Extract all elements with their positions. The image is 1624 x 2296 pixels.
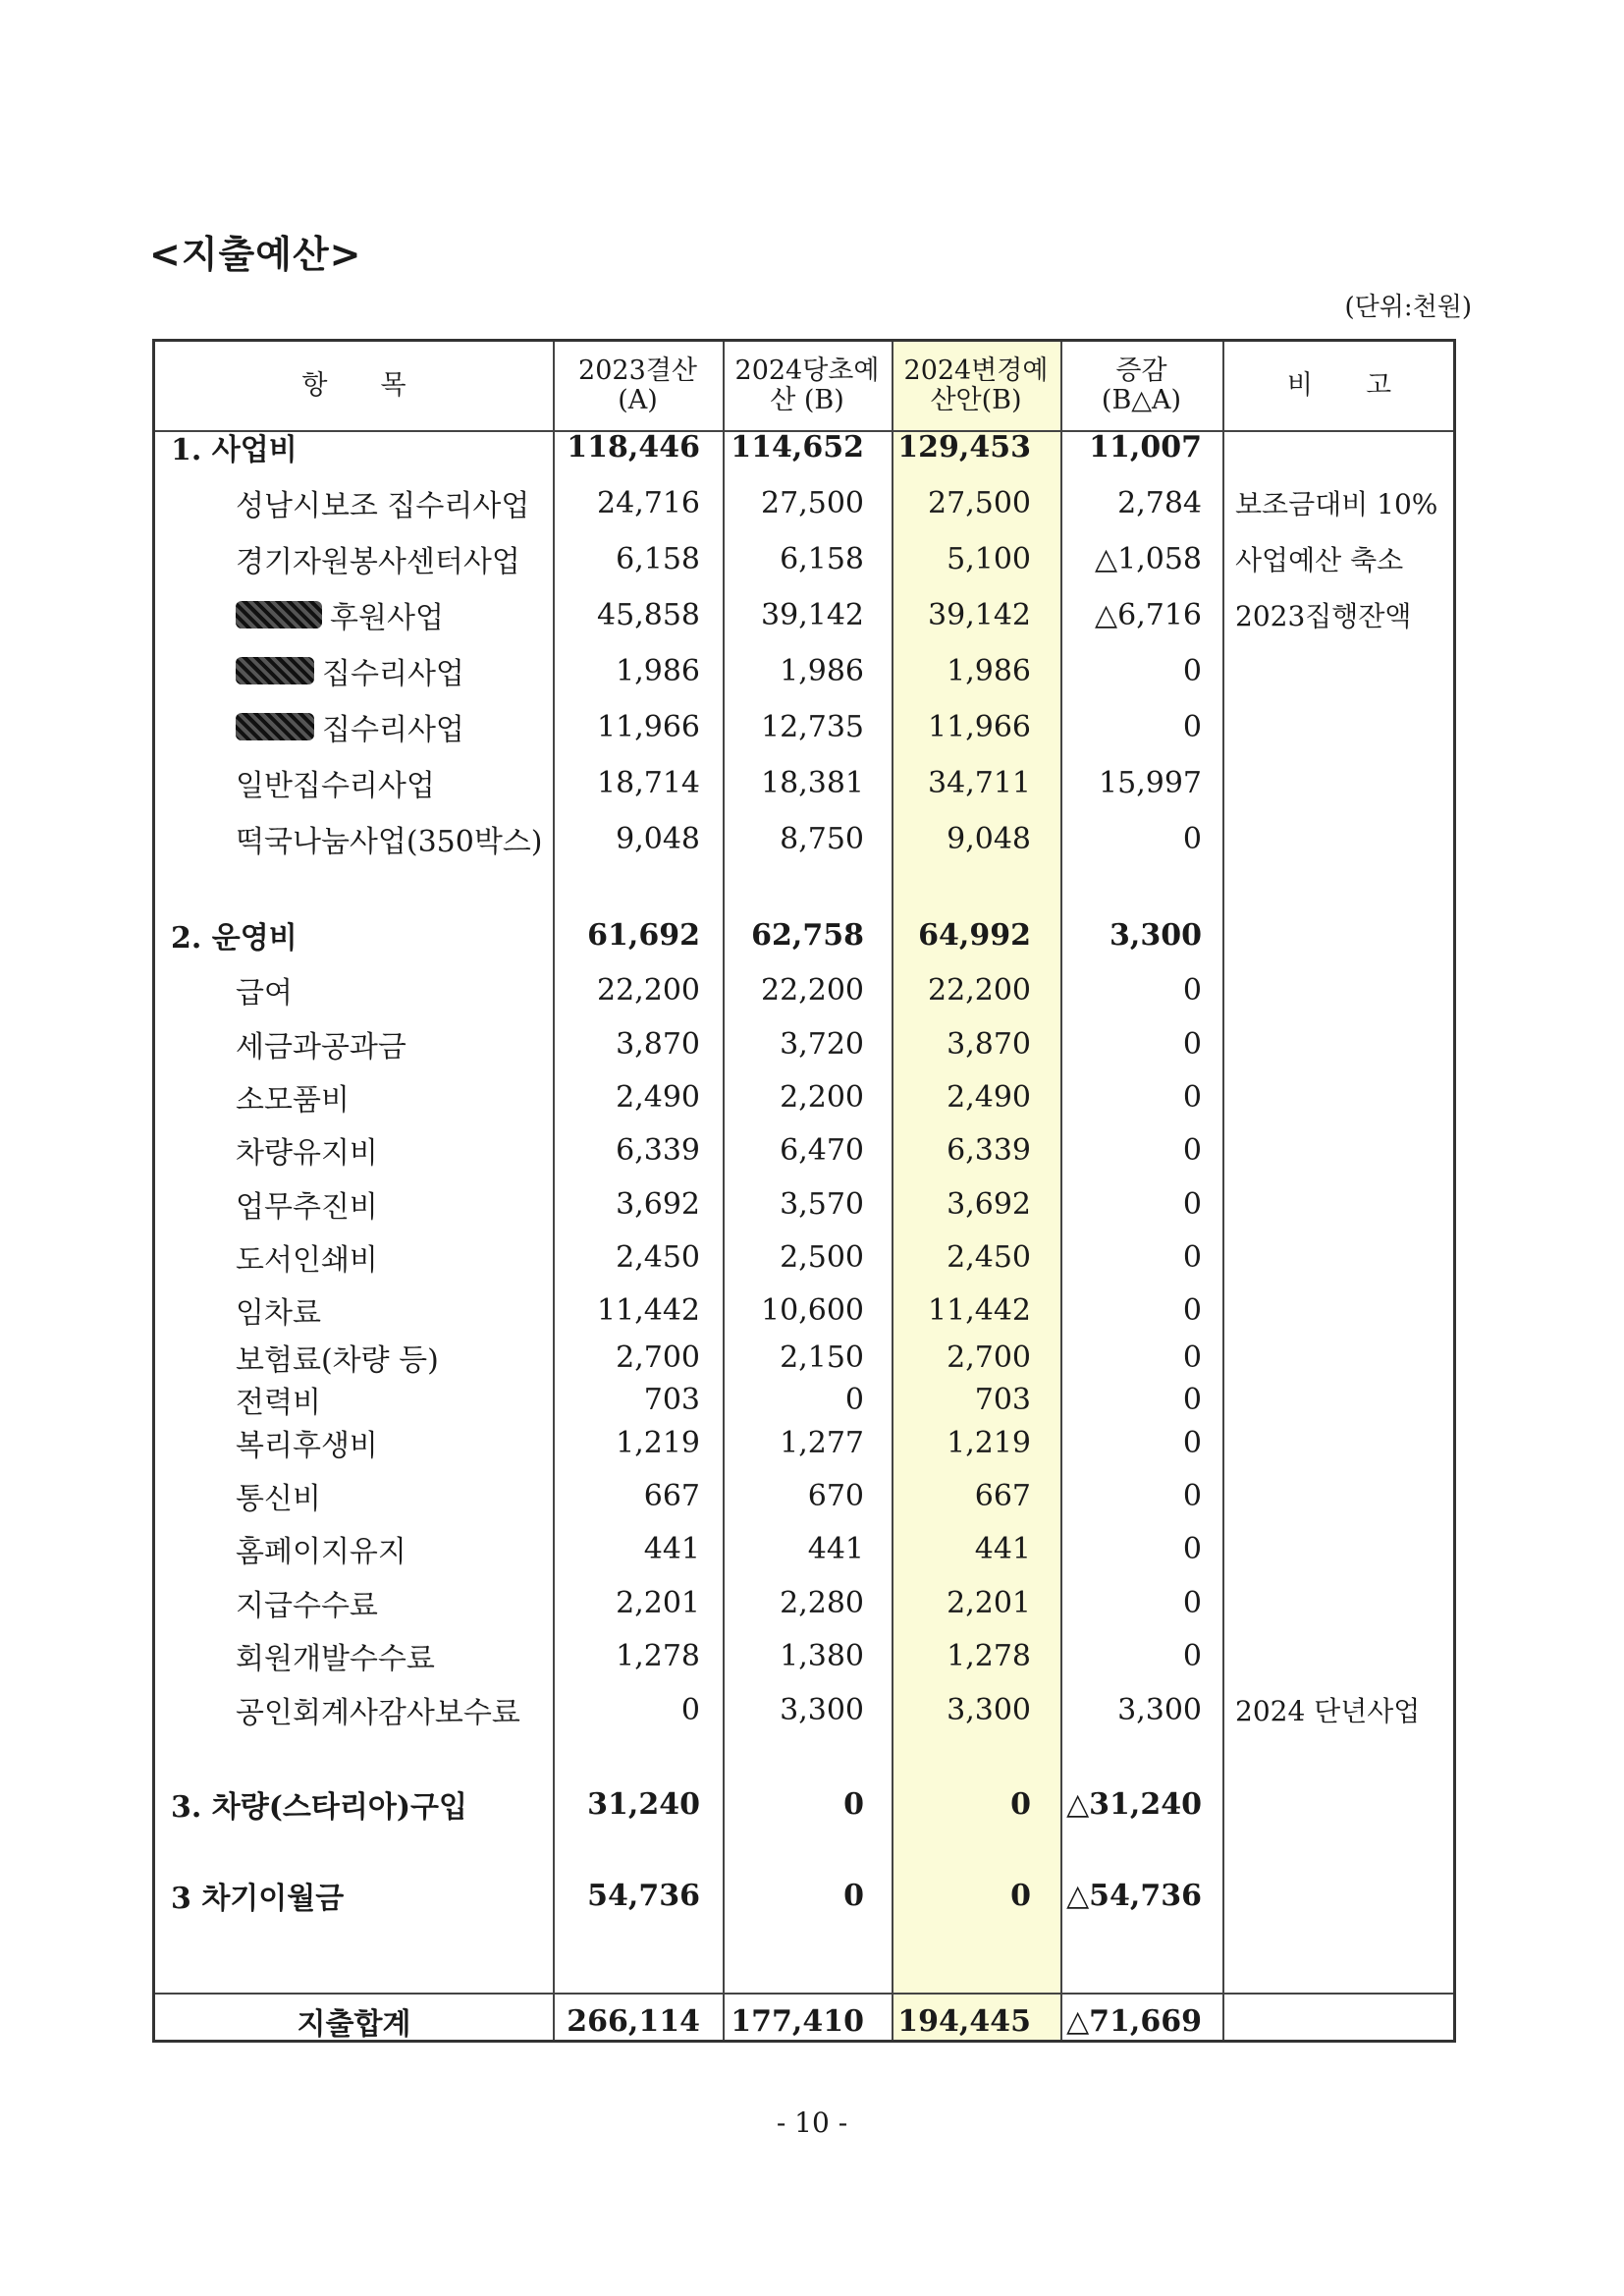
row-value-d: 0 bbox=[1182, 1339, 1202, 1375]
table-row bbox=[155, 1331, 1453, 1378]
row-value-e bbox=[1235, 420, 1451, 473]
row-value-d: 11,007 bbox=[1089, 429, 1202, 465]
table-row bbox=[155, 1123, 1453, 1176]
table-row bbox=[155, 1576, 1453, 1629]
header-remarks bbox=[1222, 342, 1456, 430]
row-value-b: 1,277 bbox=[780, 1425, 864, 1460]
row-value-d: 0 bbox=[1182, 1638, 1202, 1673]
row-value-d: 3,300 bbox=[1110, 917, 1202, 953]
row-value-a: 441 bbox=[643, 1531, 700, 1566]
row-value-c: 129,453 bbox=[897, 429, 1031, 465]
row-item-label: 세금과공과금 bbox=[236, 1030, 406, 1065]
header-remarks-label: 비 고 bbox=[1286, 370, 1392, 401]
header-2024-revised bbox=[892, 342, 1060, 430]
row-value-c: 39,142 bbox=[928, 597, 1031, 632]
row-value-b: 3,300 bbox=[780, 1692, 864, 1727]
header-change bbox=[1060, 342, 1222, 430]
row-value-c: 2,201 bbox=[947, 1585, 1031, 1620]
row-value-c: 11,442 bbox=[928, 1292, 1031, 1328]
table-row bbox=[155, 644, 1453, 697]
row-value-d: 0 bbox=[1182, 709, 1202, 744]
row-item-label: 성남시보조 집수리사업 bbox=[236, 489, 530, 523]
row-item-label: 공인회계사감사보수료 bbox=[236, 1696, 520, 1730]
row-value-d: 0 bbox=[1182, 1382, 1202, 1417]
table-row bbox=[155, 1522, 1453, 1575]
row-value-b: 2,500 bbox=[780, 1239, 864, 1275]
row-value-c: 0 bbox=[1010, 1786, 1031, 1822]
row-value-b: 1,380 bbox=[780, 1638, 864, 1673]
redaction-scribble bbox=[236, 601, 322, 629]
section-row bbox=[155, 420, 1453, 473]
row-value-e bbox=[1235, 1869, 1451, 1922]
row-value-a: 45,858 bbox=[597, 597, 700, 632]
header-a-line1: 2023결산 bbox=[578, 355, 697, 386]
row-value-a: 11,442 bbox=[597, 1292, 700, 1328]
row-item-label: 통신비 bbox=[236, 1482, 321, 1516]
header-b-line2: 산 (B) bbox=[770, 385, 844, 415]
row-value-c: 441 bbox=[974, 1531, 1031, 1566]
row-value-c: 27,500 bbox=[928, 485, 1031, 520]
row-value-b: 10,600 bbox=[761, 1292, 864, 1328]
row-value-c: 667 bbox=[974, 1478, 1031, 1513]
row-value-b: 0 bbox=[844, 1382, 864, 1417]
row-item-label: 전력비 bbox=[236, 1386, 321, 1420]
row-value-d: 0 bbox=[1182, 1292, 1202, 1328]
row-value-c: 1,986 bbox=[947, 653, 1031, 688]
row-value-b: 114,652 bbox=[731, 429, 864, 465]
row-value-d: 0 bbox=[1182, 1531, 1202, 1566]
row-value-b: 8,750 bbox=[780, 821, 864, 856]
row-value-c: 3,870 bbox=[947, 1026, 1031, 1062]
row-item-label: 일반집수리사업 bbox=[236, 769, 435, 803]
row-value-b: 62,758 bbox=[751, 917, 864, 953]
unit-label: (단위:천원) bbox=[1344, 293, 1472, 322]
total-c: 194,445 bbox=[897, 2003, 1031, 2039]
row-value-e bbox=[1235, 1123, 1451, 1176]
row-value-e bbox=[1235, 1629, 1451, 1682]
row-value-e bbox=[1235, 1017, 1451, 1070]
row-value-c: 1,278 bbox=[947, 1638, 1031, 1673]
table-row bbox=[155, 963, 1453, 1016]
row-value-b: 3,570 bbox=[780, 1186, 864, 1222]
row-value-c: 5,100 bbox=[947, 541, 1031, 576]
table-row bbox=[155, 476, 1453, 529]
row-value-e: 2024 단년사업 bbox=[1235, 1695, 1421, 1727]
table-row bbox=[155, 1017, 1453, 1070]
header-item-label: 항 목 bbox=[301, 370, 406, 401]
row-item-label: 집수리사업 bbox=[322, 657, 464, 691]
table-row bbox=[155, 1469, 1453, 1522]
row-value-a: 2,450 bbox=[616, 1239, 700, 1275]
row-value-b: 441 bbox=[807, 1531, 864, 1566]
table-row bbox=[155, 1683, 1453, 1736]
row-value-a: 2,700 bbox=[616, 1339, 700, 1375]
header-d-line1: 증감 bbox=[1115, 355, 1167, 386]
row-value-d: △54,736 bbox=[1066, 1878, 1202, 1913]
row-item-label: 지급수수료 bbox=[236, 1589, 378, 1623]
row-value-c: 34,711 bbox=[928, 765, 1031, 800]
table-row bbox=[155, 1284, 1453, 1337]
row-value-a: 31,240 bbox=[587, 1786, 700, 1822]
row-value-c: 6,339 bbox=[947, 1132, 1031, 1168]
header-c-line1: 2024변경예 bbox=[903, 355, 1049, 386]
table-row bbox=[155, 588, 1453, 641]
row-value-e bbox=[1235, 1777, 1451, 1831]
redaction-scribble bbox=[236, 657, 314, 684]
row-value-b: 39,142 bbox=[761, 597, 864, 632]
row-value-e bbox=[1235, 812, 1451, 865]
section-row bbox=[155, 1869, 1453, 1922]
row-item-label: 홈페이지유지 bbox=[236, 1535, 406, 1569]
table-row bbox=[155, 756, 1453, 809]
row-value-e bbox=[1235, 1177, 1451, 1230]
header-2023-settlement bbox=[553, 342, 723, 430]
row-value-c: 3,692 bbox=[947, 1186, 1031, 1222]
row-value-a: 3,692 bbox=[616, 1186, 700, 1222]
row-value-e bbox=[1235, 1469, 1451, 1522]
row-value-a: 1,986 bbox=[616, 653, 700, 688]
header-item bbox=[155, 342, 553, 430]
row-value-a: 9,048 bbox=[616, 821, 700, 856]
row-value-a: 2,490 bbox=[616, 1079, 700, 1115]
row-value-a: 703 bbox=[643, 1382, 700, 1417]
table-row bbox=[155, 1629, 1453, 1682]
row-value-d: 0 bbox=[1182, 1585, 1202, 1620]
total-b: 177,410 bbox=[731, 2003, 864, 2039]
row-value-d: 0 bbox=[1182, 1478, 1202, 1513]
header-a-line2: (A) bbox=[618, 385, 658, 415]
row-value-b: 12,735 bbox=[761, 709, 864, 744]
row-item-label: 도서인쇄비 bbox=[236, 1243, 378, 1278]
row-value-a: 22,200 bbox=[597, 972, 700, 1008]
row-value-c: 9,048 bbox=[947, 821, 1031, 856]
expenditure-budget-table bbox=[152, 339, 1456, 2043]
row-value-d: 0 bbox=[1182, 821, 1202, 856]
row-value-a: 24,716 bbox=[597, 485, 700, 520]
total-a: 266,114 bbox=[567, 2003, 700, 2039]
row-value-d: 0 bbox=[1182, 1186, 1202, 1222]
section-row bbox=[155, 908, 1453, 961]
row-item-label: 후원사업 bbox=[330, 601, 444, 635]
row-value-d: 0 bbox=[1182, 1079, 1202, 1115]
table-row bbox=[155, 700, 1453, 753]
row-value-d: 2,784 bbox=[1117, 485, 1202, 520]
row-item-label: 회원개발수수료 bbox=[236, 1642, 435, 1676]
row-value-a: 54,736 bbox=[587, 1878, 700, 1913]
row-item-label: 급여 bbox=[236, 976, 293, 1011]
row-value-a: 18,714 bbox=[597, 765, 700, 800]
total-label: 지출합계 bbox=[297, 2007, 411, 2042]
row-value-e bbox=[1235, 700, 1451, 753]
row-value-d: 0 bbox=[1182, 1239, 1202, 1275]
table-row bbox=[155, 1373, 1453, 1420]
row-item-label: 소모품비 bbox=[236, 1083, 350, 1118]
row-value-b: 2,150 bbox=[780, 1339, 864, 1375]
row-value-d: 0 bbox=[1182, 1026, 1202, 1062]
row-value-a: 6,158 bbox=[616, 541, 700, 576]
row-value-b: 6,158 bbox=[780, 541, 864, 576]
row-value-e bbox=[1235, 908, 1451, 961]
row-value-b: 18,381 bbox=[761, 765, 864, 800]
row-value-d: △31,240 bbox=[1066, 1786, 1202, 1822]
row-value-c: 22,200 bbox=[928, 972, 1031, 1008]
row-value-a: 118,446 bbox=[567, 429, 700, 465]
row-value-d: 15,997 bbox=[1099, 765, 1202, 800]
row-value-a: 667 bbox=[643, 1478, 700, 1513]
row-value-c: 3,300 bbox=[947, 1692, 1031, 1727]
header-c-line2: 산안(B) bbox=[930, 385, 1022, 415]
row-value-e bbox=[1235, 1416, 1451, 1469]
row-value-c: 1,219 bbox=[947, 1425, 1031, 1460]
row-value-a: 11,966 bbox=[597, 709, 700, 744]
table-row bbox=[155, 1070, 1453, 1123]
row-item-label: 2. 운영비 bbox=[171, 921, 298, 956]
row-value-e bbox=[1235, 1230, 1451, 1284]
row-value-c: 11,966 bbox=[928, 709, 1031, 744]
table-row bbox=[155, 812, 1453, 865]
row-value-a: 1,278 bbox=[616, 1638, 700, 1673]
row-value-d: 0 bbox=[1182, 653, 1202, 688]
header-2024-original bbox=[723, 342, 892, 430]
row-value-c: 0 bbox=[1010, 1878, 1031, 1913]
row-value-d: 0 bbox=[1182, 972, 1202, 1008]
row-value-e bbox=[1235, 1576, 1451, 1629]
table-row bbox=[155, 1416, 1453, 1469]
total-row bbox=[155, 1995, 1453, 2048]
row-value-c: 64,992 bbox=[918, 917, 1031, 953]
row-value-b: 0 bbox=[843, 1786, 864, 1822]
row-item-label: 떡국나눔사업(350박스) bbox=[236, 825, 543, 859]
row-item-label: 1. 사업비 bbox=[171, 433, 298, 467]
row-value-b: 22,200 bbox=[761, 972, 864, 1008]
row-value-b: 3,720 bbox=[780, 1026, 864, 1062]
row-item-label: 차량유지비 bbox=[236, 1136, 378, 1171]
row-value-c: 2,450 bbox=[947, 1239, 1031, 1275]
row-value-b: 6,470 bbox=[780, 1132, 864, 1168]
row-value-c: 703 bbox=[974, 1382, 1031, 1417]
row-item-label: 3 차기이월금 bbox=[171, 1882, 345, 1916]
row-value-e bbox=[1235, 644, 1451, 697]
row-value-b: 0 bbox=[843, 1878, 864, 1913]
row-value-b: 27,500 bbox=[761, 485, 864, 520]
header-d-line2: (B△A) bbox=[1101, 385, 1182, 415]
row-value-e bbox=[1235, 1284, 1451, 1337]
row-value-e bbox=[1235, 1070, 1451, 1123]
row-item-label: 임차료 bbox=[236, 1296, 321, 1331]
table-row bbox=[155, 1177, 1453, 1230]
row-value-a: 1,219 bbox=[616, 1425, 700, 1460]
row-value-d: △1,058 bbox=[1095, 541, 1202, 576]
total-d: △71,669 bbox=[1066, 2003, 1202, 2039]
row-value-e: 2023집행잔액 bbox=[1235, 600, 1412, 632]
row-value-e: 보조금대비 10% bbox=[1235, 488, 1438, 520]
row-value-b: 1,986 bbox=[780, 653, 864, 688]
section-row bbox=[155, 1777, 1453, 1831]
table-row bbox=[155, 1230, 1453, 1284]
row-value-e bbox=[1235, 1522, 1451, 1575]
section-title: <지출예산> bbox=[149, 233, 362, 276]
row-value-d: 0 bbox=[1182, 1132, 1202, 1168]
row-value-e: 사업예산 축소 bbox=[1235, 544, 1404, 576]
row-value-a: 6,339 bbox=[616, 1132, 700, 1168]
redaction-scribble bbox=[236, 713, 314, 740]
row-value-b: 670 bbox=[807, 1478, 864, 1513]
table-row bbox=[155, 532, 1453, 585]
row-value-c: 2,700 bbox=[947, 1339, 1031, 1375]
row-value-b: 2,280 bbox=[780, 1585, 864, 1620]
row-item-label: 집수리사업 bbox=[322, 713, 464, 747]
row-value-d: △6,716 bbox=[1095, 597, 1202, 632]
page-number: - 10 - bbox=[776, 2106, 848, 2139]
header-b-line1: 2024당초예 bbox=[734, 355, 880, 386]
row-value-a: 0 bbox=[680, 1692, 700, 1727]
row-value-a: 3,870 bbox=[616, 1026, 700, 1062]
row-value-c: 2,490 bbox=[947, 1079, 1031, 1115]
row-item-label: 3. 차량(스타리아)구입 bbox=[171, 1790, 467, 1825]
row-value-e bbox=[1235, 756, 1451, 809]
row-item-label: 복리후생비 bbox=[236, 1429, 378, 1463]
row-value-d: 0 bbox=[1182, 1425, 1202, 1460]
row-item-label: 업무추진비 bbox=[236, 1190, 378, 1225]
row-value-e bbox=[1235, 963, 1451, 1016]
row-item-label: 보험료(차량 등) bbox=[236, 1343, 439, 1378]
row-item-label: 경기자원봉사센터사업 bbox=[236, 545, 520, 579]
row-value-a: 61,692 bbox=[587, 917, 700, 953]
row-value-b: 2,200 bbox=[780, 1079, 864, 1115]
row-value-d: 3,300 bbox=[1117, 1692, 1202, 1727]
row-value-a: 2,201 bbox=[616, 1585, 700, 1620]
